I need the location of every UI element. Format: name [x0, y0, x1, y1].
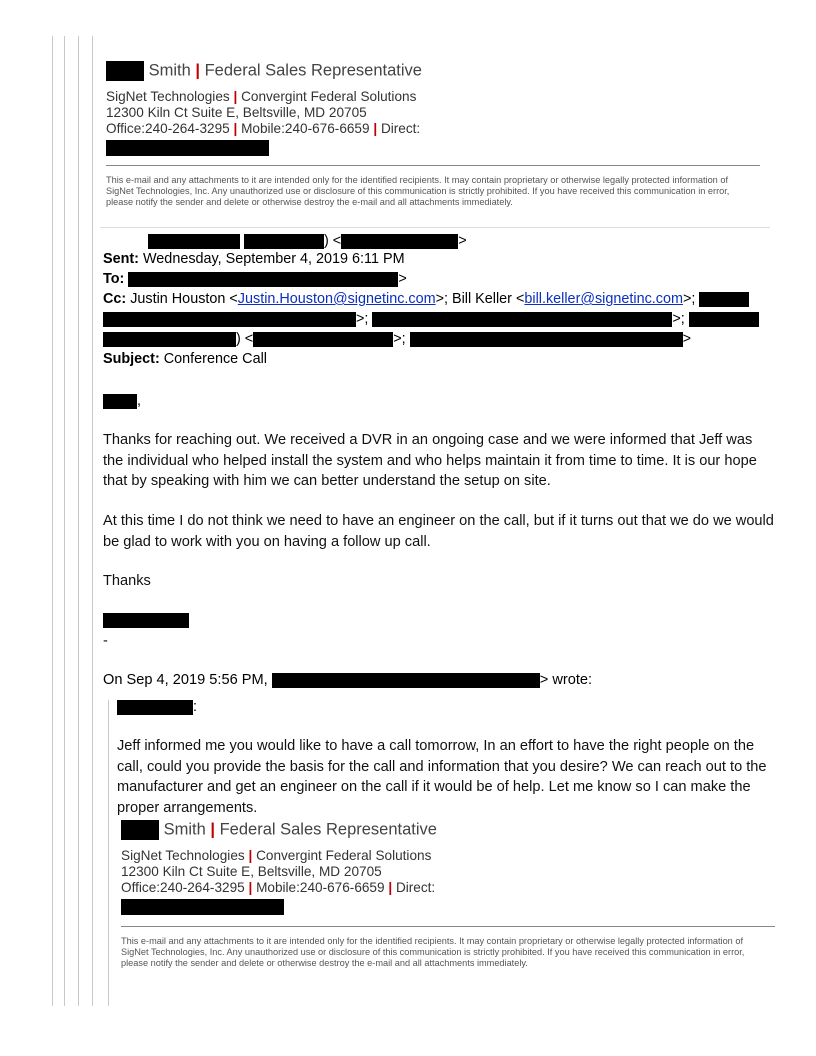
signature-company: SigNet Technologies	[106, 89, 230, 104]
cc-line	[103, 291, 749, 307]
reply-paragraph: Thanks for reaching out. We received a DVR in an ongoing case and we were informed that Jeff was the individual who helped install the system and who helps maintain it from time to time. It is our hope that by speaking with him we can better understand the setup on site.	[103, 432, 757, 489]
pipe-separator: |	[233, 89, 238, 104]
signature-division: Convergint Federal Solutions	[241, 89, 417, 104]
signature-name: Smith	[148, 61, 191, 80]
signature-title: Federal Sales Representative	[204, 61, 422, 80]
signature-direct: Direct:	[380, 121, 421, 136]
redaction-box	[106, 61, 144, 81]
reply-thanks: Thanks	[103, 573, 151, 589]
redaction-box	[410, 332, 683, 347]
redaction-box	[372, 312, 672, 327]
cc-end: >	[682, 331, 692, 347]
redaction-box	[103, 394, 137, 409]
cc-label: Cc:	[103, 291, 127, 307]
signature-office: Office:240-264-3295	[121, 880, 245, 895]
redaction-box	[253, 332, 393, 347]
to-label: To:	[103, 271, 125, 287]
signature-address: 12300 Kiln Ct Suite E, Beltsville, MD 20705	[121, 864, 382, 879]
pipe-separator: |	[210, 820, 215, 839]
redaction-box	[128, 272, 398, 287]
signature-name: Smith	[163, 820, 206, 839]
cc-line-continued	[103, 331, 691, 347]
divider	[106, 165, 760, 166]
reply-paragraph: At this time I do not think we need to have an engineer on the call, but if it turns out that we do we would be glad to work with you on having a follow up call.	[103, 513, 774, 550]
pipe-separator: |	[248, 880, 253, 895]
subject-label: Subject:	[103, 351, 160, 367]
sent-value: Wednesday, September 4, 2019 6:11 PM	[142, 251, 405, 267]
to-end: >	[398, 271, 407, 287]
redaction-box	[244, 234, 324, 249]
sent-line	[103, 251, 405, 267]
redaction-box	[103, 312, 356, 327]
redaction-box	[121, 899, 284, 915]
quoted-intro	[103, 672, 592, 688]
cc-separator: ) <	[236, 331, 254, 347]
signature-office: Office:240-264-3295	[106, 121, 230, 136]
redaction-box	[148, 234, 240, 249]
signature-company: SigNet Technologies	[121, 848, 245, 863]
pipe-separator: |	[233, 121, 238, 136]
pipe-separator: |	[195, 61, 200, 80]
cc-line-continued	[103, 311, 759, 327]
greeting-colon: :	[193, 699, 197, 715]
signature-direct: Direct:	[395, 880, 436, 895]
quote-bar	[108, 700, 109, 1006]
redaction-box	[103, 613, 189, 628]
signature-division: Convergint Federal Solutions	[256, 848, 432, 863]
redaction-box	[341, 234, 458, 249]
quoted-paragraph: Jeff informed me you would like to have a call tomorrow, In an effort to have the right people on the call, could you provide the basis for the call and information that you desire? We can reach out to the manufacturer and get an engineer on the call if it would be of help. Let me know so I can make the proper arrangements.	[117, 738, 767, 816]
signature-name-line	[106, 61, 422, 81]
redaction-box	[106, 140, 269, 156]
quoted-intro-suffix: > wrote:	[539, 672, 593, 688]
signature-disclaimer: This e-mail and any attachments to it are intended only for the identified recipients. It may contain proprietary or otherwise legally protected information of SigNet Technologies, Inc. Any unauthorized use or disclosure of this communication is strictly prohibited. If you have received this communication in error, please notify the sender and delete or otherwise destroy the e-mail and all attachments immediately.	[106, 175, 730, 207]
redaction-box	[103, 332, 236, 347]
reply-dash: -	[103, 633, 108, 649]
cc-separator: >;	[393, 331, 406, 347]
redaction-box	[699, 292, 749, 307]
signature-phone-line	[106, 121, 420, 136]
cc-separator: >;	[672, 311, 685, 327]
signature-mobile: Mobile:240-676-6659	[256, 880, 385, 895]
quoted-intro-prefix: On Sep 4, 2019 5:56 PM,	[103, 672, 268, 688]
signature-phone-line	[121, 880, 435, 895]
signature-disclaimer: This e-mail and any attachments to it are intended only for the identified recipients. It may contain proprietary or otherwise legally protected information of SigNet Technologies, Inc. Any unauthorized use or disclosure of this communication is strictly prohibited. If you have received this communication in error, please notify the sender and delete or otherwise destroy the e-mail and all attachments immediately.	[121, 936, 745, 968]
signature-address: 12300 Kiln Ct Suite E, Beltsville, MD 20705	[106, 105, 367, 120]
signature-company-line	[106, 89, 416, 104]
subject-value: Conference Call	[163, 351, 267, 367]
to-line	[103, 271, 407, 287]
redaction-box	[121, 820, 159, 840]
cc-separator: >;	[682, 291, 696, 307]
from-separator: ) <	[324, 233, 342, 249]
redaction-box	[117, 700, 193, 715]
redaction-box	[689, 312, 759, 327]
from-end: >	[458, 233, 467, 249]
pipe-separator: |	[388, 880, 393, 895]
cc-name: Justin Houston <	[130, 291, 238, 307]
signature-mobile: Mobile:240-676-6659	[241, 121, 370, 136]
quoted-greeting	[117, 699, 197, 715]
sent-label: Sent:	[103, 251, 139, 267]
reply-greeting	[103, 393, 141, 409]
signature-name-line	[121, 820, 437, 840]
redaction-box	[272, 673, 540, 688]
signature-company-line	[121, 848, 431, 863]
cc-name: >; Bill Keller <	[435, 291, 525, 307]
quote-bar	[92, 36, 93, 1006]
quote-bar	[64, 36, 65, 1006]
quote-bar	[78, 36, 79, 1006]
pipe-separator: |	[373, 121, 378, 136]
cc-email-link[interactable]: Justin.Houston@signetinc.com	[237, 291, 436, 307]
pipe-separator: |	[248, 848, 253, 863]
cc-separator: >;	[356, 311, 369, 327]
from-line	[103, 233, 467, 249]
signature-title: Federal Sales Representative	[219, 820, 437, 839]
greeting-comma: ,	[137, 393, 141, 409]
divider	[121, 926, 775, 927]
divider	[100, 227, 770, 228]
cc-email-link[interactable]: bill.keller@signetinc.com	[524, 291, 683, 307]
quote-bar	[52, 36, 53, 1006]
subject-line	[103, 351, 267, 367]
